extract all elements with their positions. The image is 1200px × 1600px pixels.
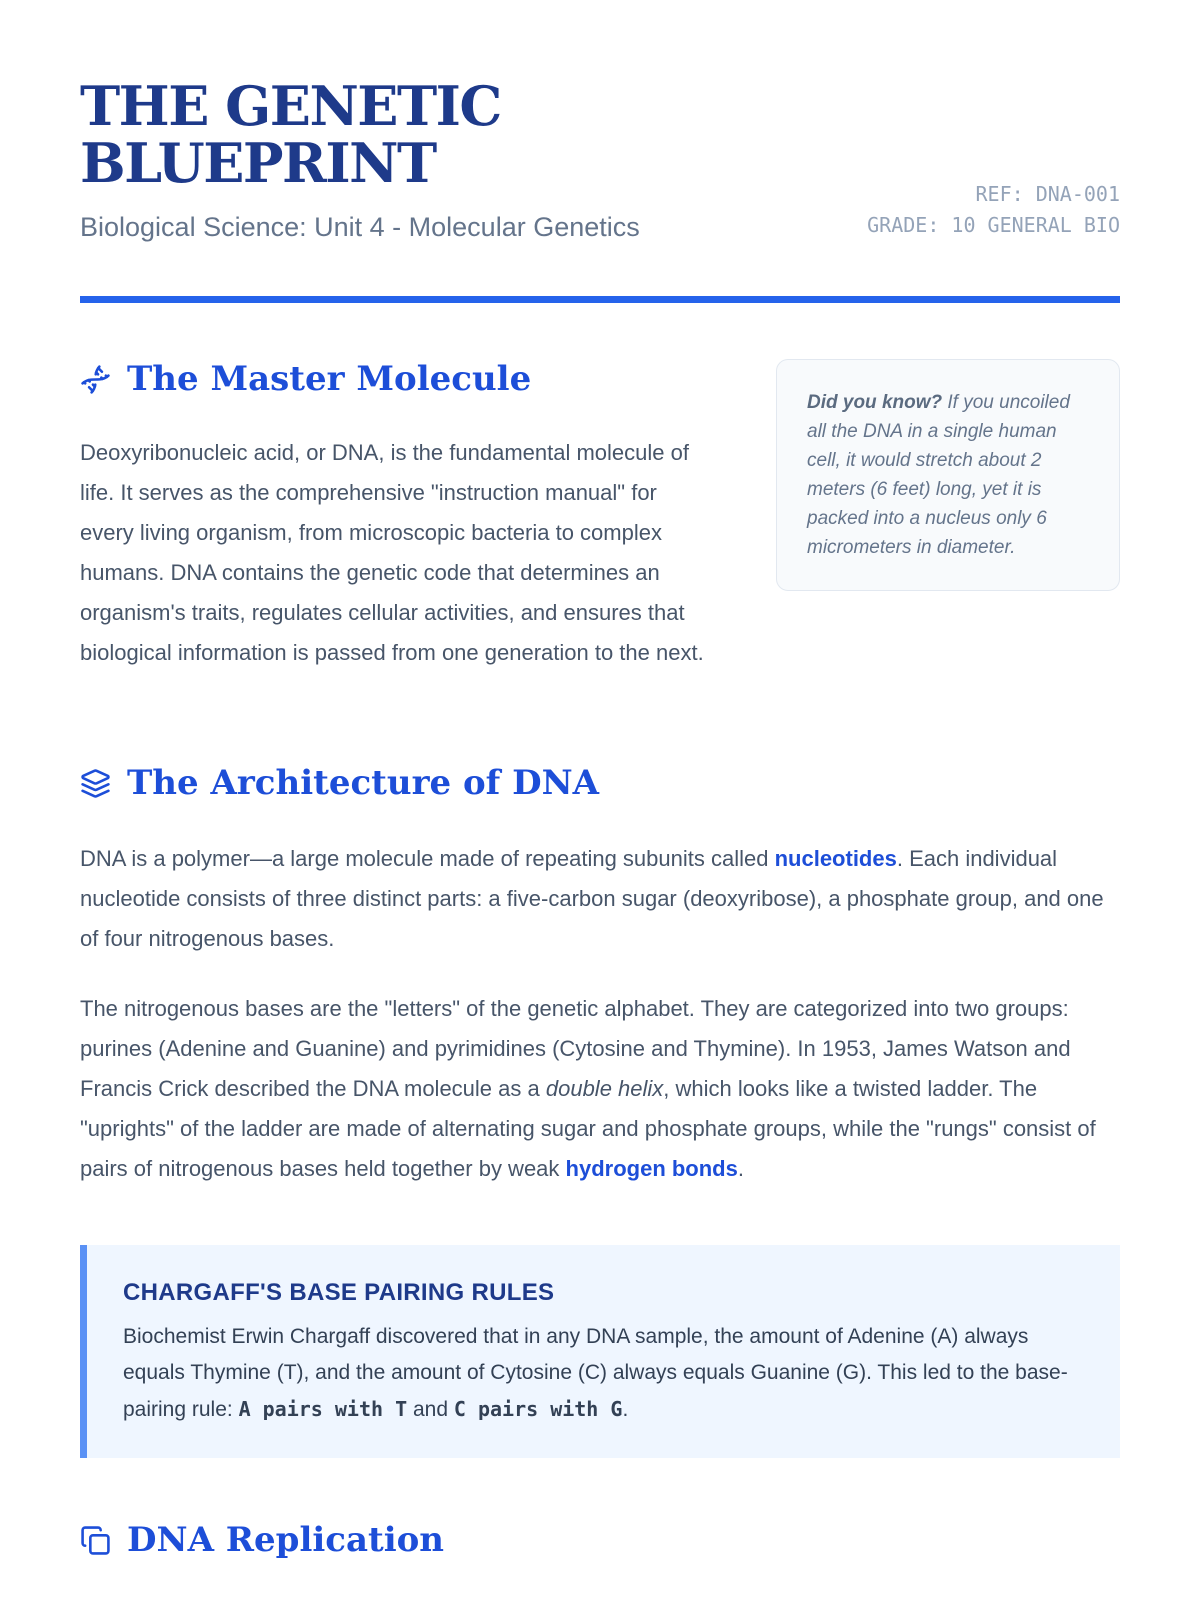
header-divider [80,296,1120,303]
paragraph-text: . [622,1398,629,1422]
section-master-molecule [80,359,1120,673]
section-architecture [80,763,1120,1458]
header-title-block [80,74,867,243]
term-hydrogen-bonds: hydrogen bonds [565,1156,738,1182]
term-nucleotides: nucleotides [774,846,897,872]
section-heading-label: The Architecture of DNA [127,763,600,804]
chargaff-heading: CHARGAFF'S BASE PAIRING RULES [123,1279,555,1307]
paragraph-text: Biochemist Erwin Chargaff discovered that in any DNA sample, the amount of Adenine (A) always equals Thymine (T), and the amount of Cytosine (C) always equals Guanine (G). This led to the base-pairing rule: [123,1325,1068,1422]
dna-icon [80,364,111,395]
master-molecule-paragraph: Deoxyribonucleic acid, or DNA, is the fundamental molecule of life. It serves as the comprehensive "instruction manual" for every living organism, from microscopic bacteria to complex humans. DNA contains the genetic code that determines an organism's traits, regulates cellular activities, and ensures that biological information is passed from one generation to the next. [80,440,704,666]
chargaff-callout-box [80,1245,1120,1458]
master-molecule-heading [80,359,710,399]
chargaff-body [123,1319,1084,1428]
base-pair-rule-at: A pairs with T [238,1397,408,1422]
architecture-paragraph-2 [80,989,1120,1189]
document-meta [867,179,1120,243]
layers-icon [80,768,111,799]
paragraph-text: , which looks like a twisted ladder. The "uprights" of the ladder are made of alternating sugar and phosphate groups, while the "rungs" consist of pairs of nitrogenous bases held together by weak [80,1076,1096,1182]
section-heading-label: The Master Molecule [127,359,532,400]
page-subtitle: Biological Science: Unit 4 - Molecular Genetics [80,212,640,243]
paragraph-text: and [407,1398,454,1422]
page-title: THE GENETIC BLUEPRINT [80,74,501,195]
copy-icon [80,1525,111,1556]
paragraph-text: DNA is a polymer—a large molecule made of repeating subunits called [80,846,775,872]
master-molecule-text-column [80,359,710,673]
did-you-know-box [776,359,1120,591]
section-heading-label: DNA Replication [127,1520,445,1561]
architecture-paragraph-1 [80,839,1120,959]
base-pair-rule-cg: C pairs with G [453,1397,623,1422]
did-you-know-text: If you uncoiled all the DNA in a single human cell, it would stretch about 2 meters (6 feet) long, yet it is packed into a nucleus only 6 micrometers in diameter. [807,392,1070,559]
paragraph-text: . Each individual nucleotide consists of three distinct parts: a five-carbon sugar (deoxyribose), a phosphate group, and one of four nitrogenous bases. [80,846,1104,952]
replication-heading [80,1520,1120,1560]
did-you-know-label: Did you know? [807,392,943,414]
grade-line: GRADE: 10 GENERAL BIO [867,213,1120,238]
term-double-helix: double helix [545,1076,664,1102]
paragraph-text: . [737,1156,744,1182]
paragraph-text: The nitrogenous bases are the "letters" of the genetic alphabet. They are categorized into two groups: purines (Adenine and Guanine) and pyrimidines (Cytosine and Thymine). In 1953, James Watson and Francis Crick described the DNA molecule as a [80,996,1071,1102]
document-header [80,0,1120,243]
section-dna-replication [80,1520,1120,1560]
architecture-heading [80,763,1120,803]
ref-number: REF: DNA-001 [975,182,1120,207]
